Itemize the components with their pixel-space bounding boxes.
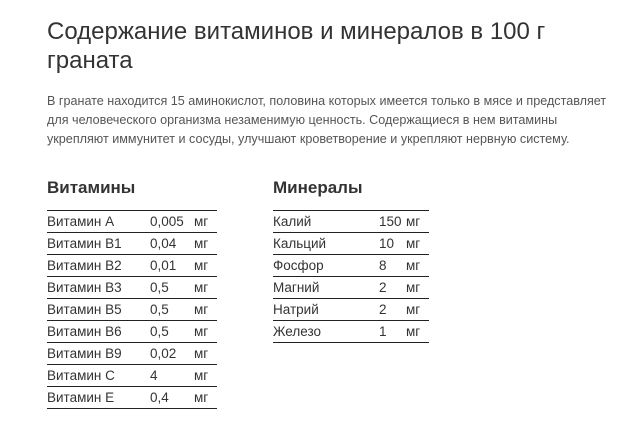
nutrient-amount: 0,04 bbox=[150, 233, 194, 255]
vitamin-row bbox=[47, 255, 217, 277]
nutrient-name: Железо bbox=[273, 321, 379, 343]
nutrient-name: Калий bbox=[273, 211, 379, 233]
nutrient-amount: 2 bbox=[379, 299, 406, 321]
nutrient-name: Витамин Е bbox=[47, 387, 150, 409]
nutrient-name: Витамин В3 bbox=[47, 277, 150, 299]
minerals-heading: Минералы bbox=[273, 178, 363, 197]
nutrient-name: Кальций bbox=[273, 233, 379, 255]
nutrient-name: Витамин В6 bbox=[47, 321, 150, 343]
mineral-row bbox=[273, 233, 429, 255]
nutrient-name: Витамин В1 bbox=[47, 233, 150, 255]
mineral-row bbox=[273, 255, 429, 277]
nutrient-unit: мг bbox=[194, 299, 217, 321]
minerals-table bbox=[273, 210, 429, 343]
nutrient-name: Витамин В9 bbox=[47, 343, 150, 365]
nutrient-amount: 4 bbox=[150, 365, 194, 387]
nutrient-name: Натрий bbox=[273, 299, 379, 321]
vitamins-table-body bbox=[47, 211, 217, 409]
nutrient-unit: мг bbox=[406, 321, 429, 343]
nutrient-name: Витамин В2 bbox=[47, 255, 150, 277]
nutrient-amount: 8 bbox=[379, 255, 406, 277]
nutrient-amount: 0,01 bbox=[150, 255, 194, 277]
nutrient-amount: 0,5 bbox=[150, 299, 194, 321]
nutrient-unit: мг bbox=[406, 211, 429, 233]
nutrient-unit: мг bbox=[194, 277, 217, 299]
vitamin-row bbox=[47, 343, 217, 365]
nutrient-name: Витамин А bbox=[47, 211, 150, 233]
nutrient-amount: 2 bbox=[379, 277, 406, 299]
nutrient-name: Витамин В5 bbox=[47, 299, 150, 321]
minerals-table-body bbox=[273, 211, 429, 343]
nutrient-unit: мг bbox=[406, 255, 429, 277]
vitamins-table bbox=[47, 210, 217, 409]
nutrient-amount: 150 bbox=[379, 211, 406, 233]
nutrient-unit: мг bbox=[194, 255, 217, 277]
nutrient-unit: мг bbox=[406, 277, 429, 299]
nutrient-unit: мг bbox=[194, 365, 217, 387]
vitamin-row bbox=[47, 387, 217, 409]
vitamin-row bbox=[47, 299, 217, 321]
mineral-row bbox=[273, 321, 429, 343]
nutrient-amount: 1 bbox=[379, 321, 406, 343]
nutrient-unit: мг bbox=[194, 387, 217, 409]
nutrient-unit: мг bbox=[194, 343, 217, 365]
nutrient-amount: 0,4 bbox=[150, 387, 194, 409]
nutrient-unit: мг bbox=[194, 211, 217, 233]
mineral-row bbox=[273, 277, 429, 299]
nutrient-amount: 0,005 bbox=[150, 211, 194, 233]
nutrient-unit: мг bbox=[194, 233, 217, 255]
nutrient-amount: 0,5 bbox=[150, 277, 194, 299]
nutrient-name: Витамин С bbox=[47, 365, 150, 387]
page-title: Содержание витаминов и минералов в 100 г граната bbox=[47, 18, 546, 74]
vitamin-row bbox=[47, 211, 217, 233]
intro-paragraph: В гранате находится 15 аминокислот, половина которых имеется только в мясе и представляет для человеческого организма незаменимую ценность. Содержащиеся в нем витамины укрепляют иммунитет и сосуды, улучшают кроветворение и укрепляют нервную систему. bbox=[47, 94, 607, 146]
vitamin-row bbox=[47, 321, 217, 343]
nutrient-amount: 10 bbox=[379, 233, 406, 255]
nutrient-amount: 0,02 bbox=[150, 343, 194, 365]
nutrient-name: Фосфор bbox=[273, 255, 379, 277]
mineral-row bbox=[273, 211, 429, 233]
nutrient-unit: мг bbox=[406, 299, 429, 321]
nutrient-name: Магний bbox=[273, 277, 379, 299]
mineral-row bbox=[273, 299, 429, 321]
nutrient-unit: мг bbox=[194, 321, 217, 343]
vitamin-row bbox=[47, 365, 217, 387]
vitamin-row bbox=[47, 277, 217, 299]
nutrient-amount: 0,5 bbox=[150, 321, 194, 343]
vitamins-heading: Витамины bbox=[47, 178, 136, 197]
nutrient-unit: мг bbox=[406, 233, 429, 255]
vitamin-row bbox=[47, 233, 217, 255]
